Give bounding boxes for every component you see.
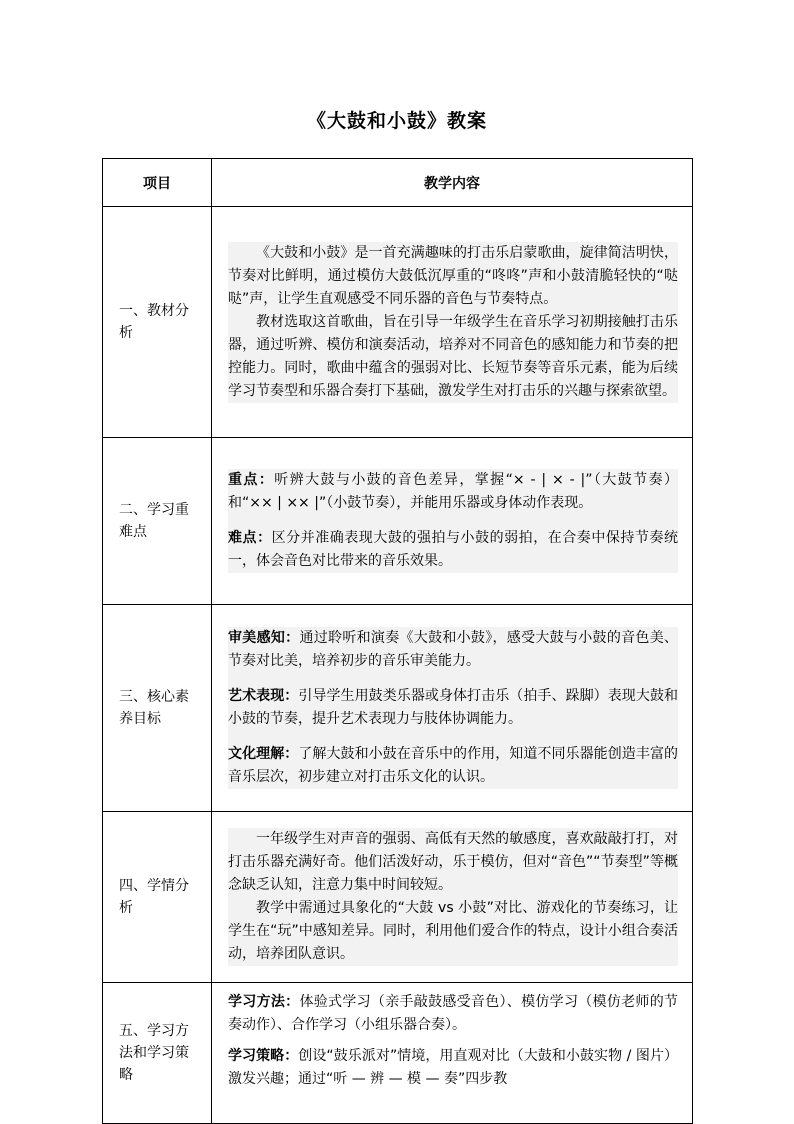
goal-label: 文化理解： <box>228 746 299 762</box>
table-row <box>103 605 693 812</box>
lesson-plan-table <box>102 158 693 1124</box>
difficulty-label: 难点： <box>228 530 272 546</box>
goal-text: 引导学生用鼓类乐器或身体打击乐（拍手、跺脚）表现大鼓和小鼓的节奏，提升艺术表现力与肢体协调能力。 <box>228 688 679 727</box>
table-row <box>103 438 693 605</box>
goal-label: 审美感知： <box>228 630 300 646</box>
strategy-text: 创设“鼓乐派对”情境，用直观对比（大鼓和小鼓实物 / 图片）激发兴趣；通过“听 — 辨 — 模 — 奏”四步教 <box>228 1048 679 1087</box>
strategy-label: 学习策略： <box>228 1048 299 1064</box>
row-content <box>212 605 693 812</box>
header-item: 项目 <box>103 159 212 207</box>
table-row <box>103 812 693 983</box>
row-item-label: 五、学习方法和学习策略 <box>103 983 212 1124</box>
row-item-label: 三、核心素养目标 <box>103 605 212 812</box>
table-row <box>103 983 693 1124</box>
table-header-row <box>103 159 693 207</box>
goal-label: 艺术表现： <box>228 688 299 704</box>
method-label: 学习方法： <box>228 994 300 1010</box>
key-point-text: 听辨大鼓与小鼓的音色差异，掌握“× - | × - |”（大鼓节奏）和“×× | ×× |”（小鼓节奏），并能用乐器或身体动作表现。 <box>228 472 678 511</box>
row-item-label: 二、学习重难点 <box>103 438 212 605</box>
row-content <box>212 812 693 983</box>
paragraph: 教学中需通过具象化的“大鼓 vs 小鼓”对比、游戏化的节奏练习，让学生在“玩”中感知差异。同时，利用他们爱合作的特点，设计小组合奏活动，培养团队意识。 <box>228 900 678 962</box>
goal-text: 了解大鼓和小鼓在音乐中的作用，知道不同乐器能创造丰富的音乐层次，初步建立对打击乐文化的认识。 <box>228 746 679 785</box>
document-title: 《大鼓和小鼓》教案 <box>306 110 487 132</box>
key-point-label: 重点： <box>228 472 275 488</box>
row-item-label: 四、学情分析 <box>103 812 212 983</box>
goal-text: 通过聆听和演奏《大鼓和小鼓》，感受大鼓与小鼓的音色美、节奏对比美，培养初步的音乐审美能力。 <box>228 630 678 669</box>
difficulty-text: 区分并准确表现大鼓的强拍与小鼓的弱拍，在合奏中保持节奏统一，体会音色对比带来的音乐效果。 <box>228 530 679 569</box>
paragraph: 教材选取这首歌曲，旨在引导一年级学生在音乐学习初期接触打击乐器，通过听辨、模仿和演奏活动，培养对不同音色的感知能力和节奏的把控能力。同时，歌曲中蕴含的强弱对比、长短节奏等音乐元素，能为后续学习节奏型和乐器合奏打下基础，激发学生对打击乐的兴趣与探索欲望。 <box>228 313 678 399</box>
table-row <box>103 207 693 438</box>
row-content <box>212 207 693 438</box>
row-content <box>212 983 693 1124</box>
paragraph: 一年级学生对声音的强弱、高低有天然的敏感度，喜欢敲敲打打，对打击乐器充满好奇。他们活泼好动，乐于模仿，但对“音色”“节奏型”等概念缺乏认知，注意力集中时间较短。 <box>228 831 678 893</box>
row-item-label: 一、教材分析 <box>103 207 212 438</box>
header-content: 教学内容 <box>212 159 693 207</box>
method-text: 体验式学习（亲手敲鼓感受音色）、模仿学习（模仿老师的节奏动作）、合作学习（小组乐器合奏）。 <box>228 994 678 1033</box>
paragraph: 《大鼓和小鼓》是一首充满趣味的打击乐启蒙歌曲，旋律简洁明快，节奏对比鲜明，通过模仿大鼓低沉厚重的“咚咚”声和小鼓清脆轻快的“哒哒”声，让学生直观感受不同乐器的音色与节奏特点。 <box>228 244 678 307</box>
row-content <box>212 438 693 605</box>
